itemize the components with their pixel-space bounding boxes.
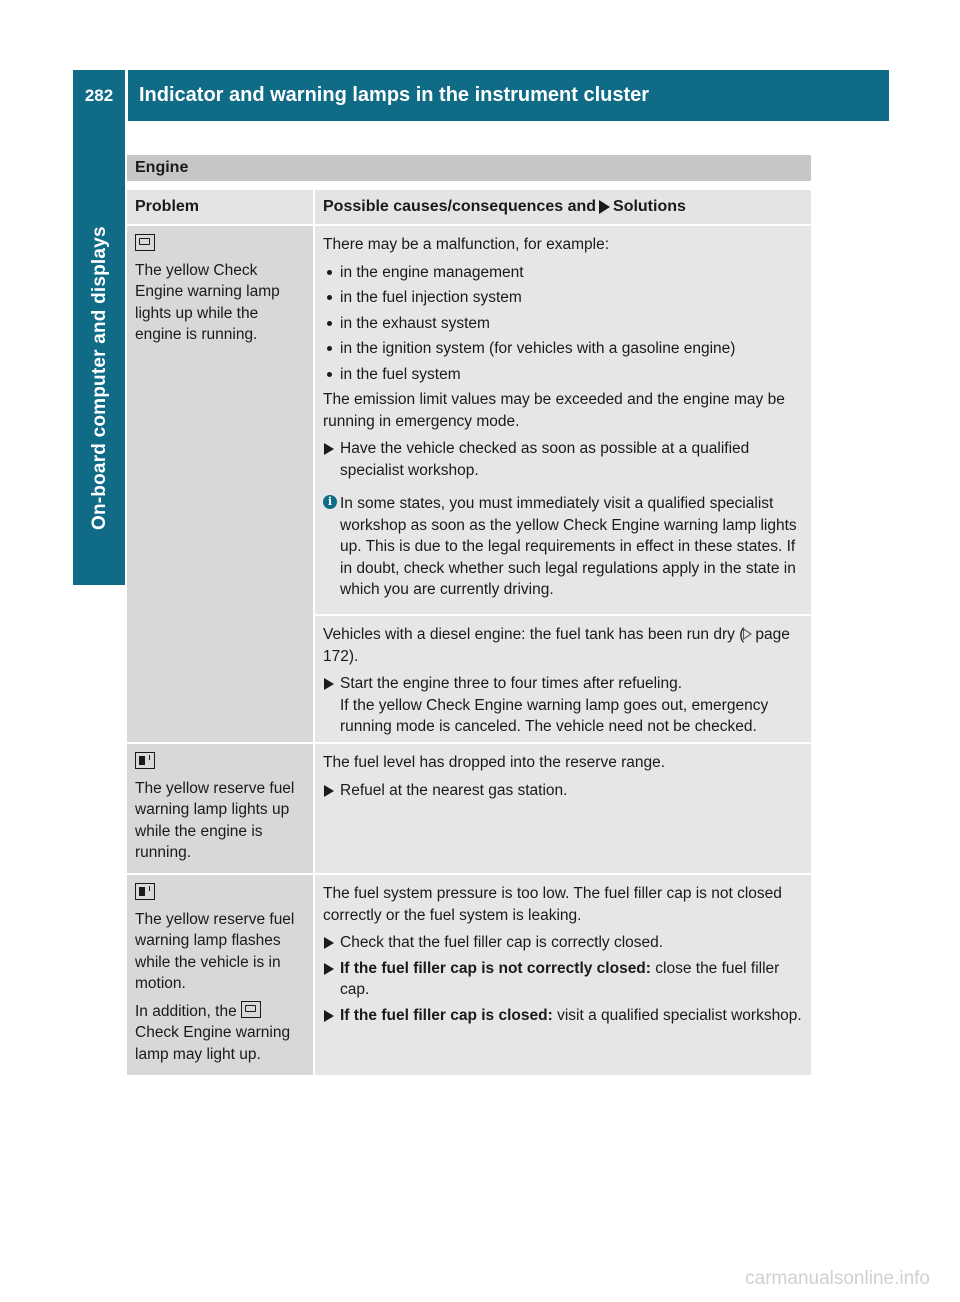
solution-text (323, 624, 805, 667)
table-row-1-solution-diesel (315, 616, 811, 742)
action-step (323, 1005, 805, 1027)
list-item: in the exhaust system (323, 313, 805, 335)
solution-intro: There may be a malfunction, for example: (323, 236, 610, 253)
column-header-problem (127, 190, 313, 224)
section-title: Engine (127, 155, 811, 181)
page-number: 282 (73, 70, 125, 121)
table-row-2-problem (127, 744, 313, 873)
column-header-problem-label: Problem (135, 198, 200, 215)
action-step-text: Start the engine three to four times after refueling. (340, 675, 683, 692)
ref-open: ( (739, 626, 745, 643)
action-step: Have the vehicle checked as soon as possible at a qualified specialist workshop. (323, 438, 805, 481)
problem-extra-suffix: Check Engine warning lamp may light up. (135, 1024, 291, 1063)
action-step (323, 958, 805, 1001)
solution-text: The fuel level has dropped into the reserve range. (323, 754, 666, 771)
list-item: in the fuel system (323, 364, 805, 386)
info-note (323, 493, 805, 601)
check-engine-icon (241, 1001, 261, 1018)
action-text: close the fuel filler cap. (340, 959, 780, 998)
problem-extra-prefix: In addition, the (135, 1002, 237, 1020)
list-item: in the fuel injection system (323, 287, 805, 309)
problem-text-extra (135, 1001, 307, 1066)
action-step: Check that the fuel filler cap is correctly closed. (323, 932, 805, 954)
table-row-2-solution (315, 744, 811, 873)
side-tab-label: On-board computer and displays (89, 226, 110, 530)
page-title: Indicator and warning lamps in the instrument cluster (128, 70, 889, 121)
column-header-solutions (315, 190, 811, 224)
info-icon: i (323, 495, 337, 509)
list-item: in the engine management (323, 262, 805, 284)
problem-text: The yellow Check Engine warning lamp lights up while the engine is running. (135, 261, 280, 343)
problem-text: The yellow reserve fuel warning lamp lights up while the engine is running. (135, 779, 295, 861)
column-header-solutions-prefix: Possible causes/consequences and (323, 198, 597, 215)
solution-text-a: Vehicles with a diesel engine: the fuel tank has been run dry (323, 626, 735, 643)
action-step-detail: If the yellow Check Engine warning lamp goes out, emergency running mode is canceled. The vehicle need not be checked. (340, 696, 769, 735)
problem-text: The yellow reserve fuel warning lamp flashes while the vehicle is in motion. (135, 910, 295, 992)
action-condition: If the fuel filler cap is closed: (340, 1006, 553, 1024)
page-header (73, 70, 889, 121)
table-row-1-solution (315, 226, 811, 614)
check-engine-icon (135, 234, 155, 251)
page-ref-icon (744, 629, 752, 639)
watermark: carmanualsonline.info (745, 1268, 930, 1289)
table-row-3-solution (315, 875, 811, 1075)
info-note-text: In some states, you must immediately visit a qualified specialist workshop as soon as the yellow Check Engine warning lamp lights up. This is due to the legal requirements in effect in these states. If in doubt, check whether such legal regulations apply in the state in which you are currently driving. (340, 495, 797, 598)
fuel-reserve-icon (135, 883, 155, 900)
action-condition: If the fuel filler cap is not correctly closed: (340, 959, 651, 977)
solution-text: The fuel system pressure is too low. The fuel filler cap is not closed correctly or the fuel system is leaking. (323, 885, 782, 924)
action-text: visit a qualified specialist workshop. (557, 1006, 802, 1024)
play-icon (599, 200, 610, 214)
column-header-solutions-suffix: Solutions (613, 198, 686, 215)
fuel-reserve-icon (135, 752, 155, 769)
list-item: in the ignition system (for vehicles with a gasoline engine) (323, 338, 805, 360)
table-row-1-problem (127, 226, 313, 742)
solution-text: The emission limit values may be exceeded and the engine may be running in emergency mode. (323, 391, 785, 430)
table-row-3-problem (127, 875, 313, 1075)
action-step (323, 673, 805, 738)
page-reference-link[interactable]: page 172). (323, 626, 790, 665)
action-step: Refuel at the nearest gas station. (323, 780, 805, 802)
